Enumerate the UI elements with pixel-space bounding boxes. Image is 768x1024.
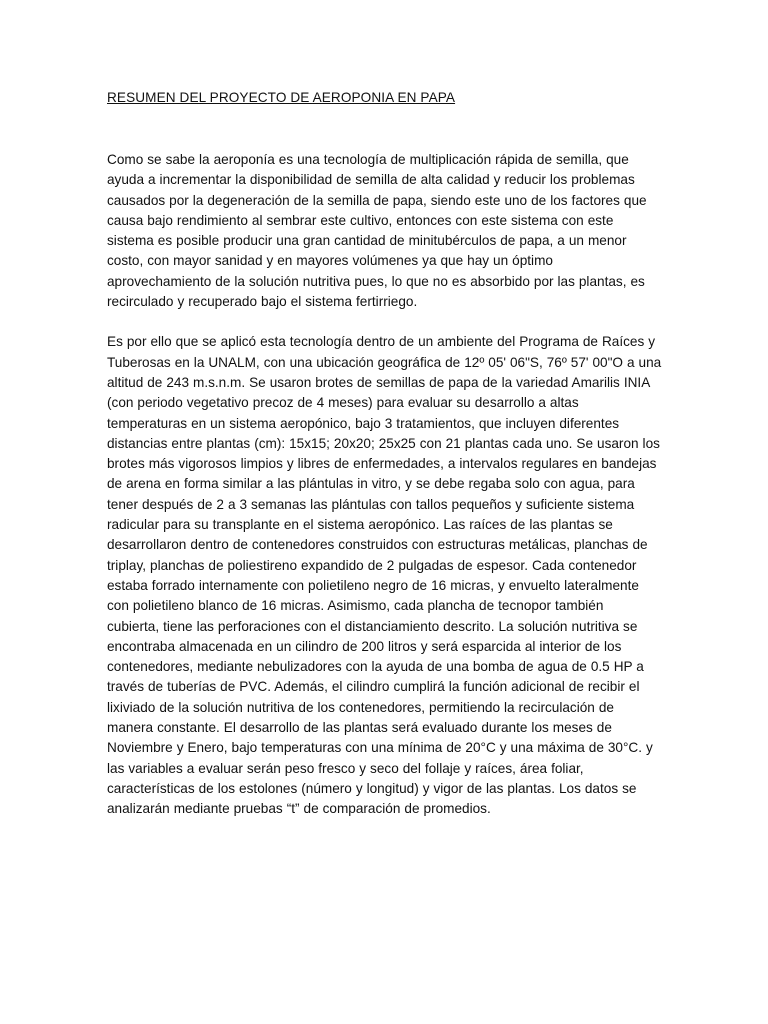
paragraph-line: brotes más vigorosos limpios y libres de enfermedades, a intervalos regulares en bandejas	[107, 456, 657, 472]
paragraph-line: estaba forrado internamente con polietileno negro de 16 micras, y envuelto lateralmente	[107, 577, 639, 593]
paragraph-line: sistema es posible producir una gran cantidad de minitubérculos de papa, a un menor	[107, 233, 627, 249]
paragraph-line: desarrollaron dentro de contenedores construidos con estructuras metálicas, planchas de	[107, 537, 648, 553]
paragraph-line: Tuberosas en la UNALM, con una ubicación geográfica de 12º 05' 06"S, 76º 57' 00"O a una	[107, 354, 662, 370]
paragraph-line: causa bajo rendimiento al sembrar este cultivo, entonces con este sistema con este	[107, 212, 614, 228]
paragraph-line: altitud de 243 m.s.n.m. Se usaron brotes de semillas de papa de la variedad Amarilis INIA	[107, 374, 651, 390]
paragraph-line: distancias entre plantas (cm): 15x15; 20x20; 25x25 con 21 plantas cada uno. Se usaron los	[107, 435, 660, 451]
paragraph-line: recirculado y recuperado bajo el sistema fertirriego.	[107, 294, 418, 310]
paragraph-line: Noviembre y Enero, bajo temperaturas con una mínima de 20°C y una máxima de 30°C. y	[107, 740, 653, 756]
paragraph-line: de arena en forma similar a las plántulas in vitro, y se debe regaba solo con agua, para	[107, 476, 635, 492]
paragraph-line: costo, con mayor sanidad y en mayores volúmenes ya que hay un óptimo	[107, 253, 553, 269]
document-body	[107, 150, 662, 820]
paragraph-line: través de tuberías de PVC. Además, el cilindro cumplirá la función adicional de recibir el	[107, 679, 640, 695]
document-page	[107, 88, 662, 840]
paragraph-line: lixiviado de la solución nutritiva de los contenedores, permitiendo la recirculación de	[107, 699, 614, 715]
paragraph-line: manera constante. El desarrollo de las plantas será evaluado durante los meses de	[107, 720, 612, 736]
document-title: RESUMEN DEL PROYECTO DE AEROPONIA EN PAPA	[107, 90, 456, 105]
paragraph-line: Es por ello que se aplicó esta tecnología dentro de un ambiente del Programa de Raíces y	[107, 334, 656, 350]
paragraph-line: contenedores, mediante nebulizadores con la ayuda de una bomba de agua de 0.5 HP a	[107, 659, 644, 675]
body-paragraph	[107, 150, 662, 312]
paragraph-line: causados por la degeneración de la semilla de papa, siendo este uno de los factores que	[107, 192, 647, 208]
paragraph-line: con polietileno blanco de 16 micras. Asimismo, cada plancha de tecnopor también	[107, 598, 604, 614]
paragraph-line: cubierta, tiene las perforaciones con el distanciamiento descrito. La solución nutritiva se	[107, 618, 638, 634]
paragraph-line: Como se sabe la aeroponía es una tecnología de multiplicación rápida de semilla, que	[107, 152, 629, 167]
paragraph-line: tener después de 2 a 3 semanas las plántulas con tallos pequeños y suficiente sistema	[107, 496, 635, 512]
paragraph-line: radicular para su transplante en el sistema aeropónico. Las raíces de las plantas se	[107, 517, 613, 533]
paragraph-line: ayuda a incrementar la disponibilidad de semilla de alta calidad y reducir los problemas	[107, 172, 635, 188]
body-paragraph	[107, 332, 662, 819]
paragraph-line: temperaturas en un sistema aeropónico, bajo 3 tratamientos, que incluyen diferentes	[107, 415, 620, 431]
paragraph-line: aprovechamiento de la solución nutritiva pues, lo que no es absorbido por las plantas, es	[107, 273, 645, 289]
paragraph-line: las variables a evaluar serán peso fresco y seco del follaje y raíces, área foliar,	[107, 760, 584, 776]
paragraph-line: encontraba almacenada en un cilindro de 200 litros y será esparcida al interior de los	[107, 638, 622, 654]
paragraph-line: características de los estolones (número y longitud) y vigor de las plantas. Los datos se	[107, 780, 637, 796]
paragraph-line: (con periodo vegetativo precoz de 4 meses) para evaluar su desarrollo a altas	[107, 395, 579, 411]
paragraph-line: triplay, planchas de poliestireno expandido de 2 pulgadas de espesor. Cada contenedor	[107, 557, 637, 573]
paragraph-line: analizarán mediante pruebas “t” de comparación de promedios.	[107, 801, 491, 817]
